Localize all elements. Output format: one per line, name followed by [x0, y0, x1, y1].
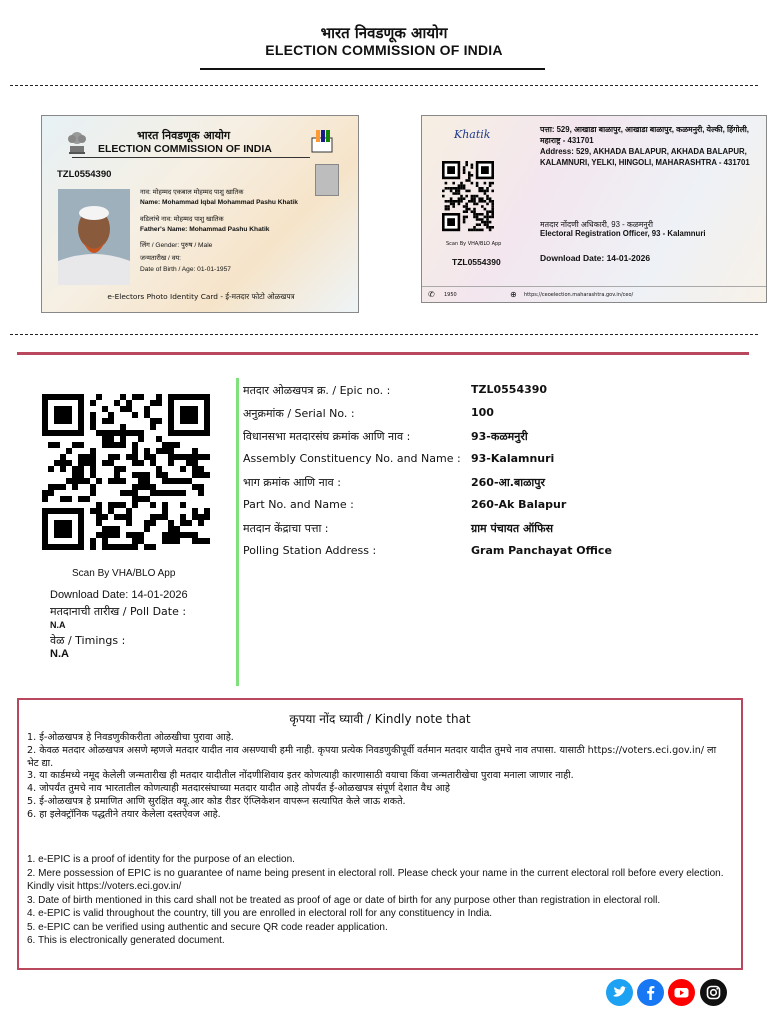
- note-en-1: 1. e-EPIC is a proof of identity for the purpose of an election.: [27, 854, 295, 865]
- phone-icon: ✆: [428, 290, 435, 299]
- poll-date-value: N.A: [50, 620, 66, 630]
- epic-card-front: [41, 115, 359, 313]
- header-title-hindi: भारत निवडणूक आयोग: [320, 24, 448, 42]
- small-qr-code: [442, 161, 494, 233]
- large-qr-code: [42, 394, 210, 550]
- note-hi-5: 5. ई-ओळखपत्र हे प्रमाणित आणि सुरक्षित क्यू.आर कोड रीडर ऍप्लिकेशन वापरून सत्यापित केले जाऊ शकते.: [27, 795, 406, 807]
- officer-english: Electoral Registration Officer, 93 - Kalamnuri: [540, 229, 706, 238]
- card-epic-number: TZL0554390: [57, 169, 112, 180]
- part-label: Part No. and Name :: [243, 498, 354, 511]
- helpline-number: 1950: [444, 292, 457, 298]
- back-scan-label: Scan By VHA/BLO App: [446, 241, 502, 247]
- ghost-photo: [315, 164, 339, 196]
- poll-date-label: मतदानाची तारीख / Poll Date :: [50, 605, 187, 618]
- youtube-icon[interactable]: [668, 979, 695, 1006]
- assembly-label: Assembly Constituency No. and Name :: [243, 452, 461, 465]
- part-value: 260-Ak Balapur: [471, 498, 567, 511]
- signature: Khatik: [454, 128, 491, 141]
- scan-label: Scan By VHA/BLO App: [72, 568, 176, 579]
- back-footer: [422, 286, 767, 303]
- facebook-icon[interactable]: [637, 979, 664, 1006]
- dashed-divider-top: [10, 85, 758, 86]
- header-title-english: ELECTION COMMISSION OF INDIA: [265, 42, 503, 58]
- back-epic-number: TZL0554390: [452, 257, 501, 267]
- card-title-underline: [72, 157, 310, 158]
- polling-address-value-hindi: ग्राम पंचायत ऑफिस: [471, 522, 554, 535]
- note-en-3: 3. Date of birth mentioned in this card shall not be treated as proof of age or date of birth for any purpose other than registration in electoral roll.: [27, 894, 661, 906]
- card-title-hindi: भारत निवडणूक आयोग: [137, 129, 231, 142]
- notes-hindi-list: [27, 732, 727, 822]
- note-hi-2: 2. केवळ मतदार ओळखपत्र असणे म्हणजे मतदार यादीत नाव असण्याची हमी नाही. कृपया प्रत्येक निवडणुकीपूर्वी वर्तमान मतदार यादीत तुमचे नाव तपासा. यासाठी https://voters.eci.gov.in/ ला भेट द्या.: [27, 744, 717, 769]
- note-hi-1: 1. ई-ओळखपत्र हे निवडणुकीकरीता ओळखीचा पुरावा आहे.: [27, 732, 234, 743]
- assembly-label-hindi: विधानसभा मतदारसंघ क्रमांक आणि नाव :: [243, 430, 411, 443]
- address-block: [540, 124, 750, 168]
- note-hi-4: 4. जोपर्यंत तुमचे नाव भारतातील कोणत्याही मतदारसंघाच्या मतदार यादीत आहे तोपर्यंत ई-ओळखपत्र संपूर्ण देशात वैध आहे: [27, 783, 450, 795]
- card-title-english: ELECTION COMMISSION OF INDIA: [98, 143, 272, 155]
- note-en-6: 6. This is electronically generated document.: [27, 935, 225, 946]
- assembly-value: 93-Kalamnuri: [471, 452, 555, 465]
- website-link[interactable]: https://ceoelection.maharashtra.gov.in/ceo/: [524, 292, 634, 298]
- part-value-hindi: 260-आ.बाळापुर: [471, 476, 546, 489]
- epic-card-back: [421, 115, 768, 303]
- dob-hindi: जन्मतारीख / वय:: [140, 255, 182, 262]
- father-name-hindi: वडिलांचे नाव: मोहम्मद पाशु खातिक: [140, 216, 224, 223]
- officer-block: [540, 220, 740, 238]
- note-en-4: 4. e-EPIC is valid throughout the country, till you are enrolled in electoral roll for any constituency in India.: [27, 908, 493, 919]
- polling-address-label-hindi: मतदान केंद्राचा पत्ता :: [243, 522, 329, 535]
- name-hindi: नाव: मोहम्मद एकबाल मोहम्मद पाशु खातिक: [140, 189, 244, 196]
- epic-no-label: मतदार ओळखपत्र क्र. / Epic no. :: [243, 384, 391, 397]
- polling-address-value: Gram Panchayat Office: [471, 544, 612, 557]
- father-name-english: Father's Name: Mohammad Pashu Khatik: [140, 226, 270, 233]
- address-english: Address: 529, AKHADA BALAPUR, AKHADA BALAPUR, KALAMNURI, YELKI, HINGOLI, MAHARASHTRA - 431701: [540, 147, 750, 167]
- instagram-icon[interactable]: [700, 979, 727, 1006]
- assembly-value-hindi: 93-कळमनुरी: [471, 430, 528, 443]
- green-divider: [236, 378, 239, 686]
- note-hi-6: 6. हा इलेक्ट्रॉनिक पद्धतीने तयार केलेला दस्तऐवज आहे.: [27, 808, 221, 820]
- part-label-hindi: भाग क्रमांक आणि नाव :: [243, 476, 341, 489]
- header-underline: [200, 68, 545, 70]
- notes-title: कृपया नोंद घ्यावी / Kindly note that: [289, 712, 471, 726]
- globe-icon: ⊕: [510, 290, 517, 299]
- national-emblem-icon: [67, 126, 87, 156]
- name-english: Name: Mohammad Iqbal Mohammad Pashu Khatik: [140, 199, 298, 206]
- ballot-logo-icon: [310, 128, 338, 154]
- note-hi-3: 3. या कार्डमध्ये नमूद केलेली जन्मतारीख ही मतदार यादीतील नोंदणीशिवाय इतर कोणत्याही कारणासाठी वयाचा किंवा जन्मतारीखेचा पुरावा मनाला जाणार नाही.: [27, 770, 574, 782]
- notes-english-list: [27, 853, 733, 948]
- dob-english: Date of Birth / Age: 01-01-1957: [140, 266, 231, 273]
- voter-photo: [58, 189, 130, 285]
- timings-value: N.A: [50, 648, 69, 660]
- address-hindi: पत्ता: 529, आखाडा बाळापुर, आखाडा बाळापुर, कळमनुरी, येल्की, हिंगोली, महाराष्ट्र - 431701: [540, 125, 749, 145]
- page-header: [0, 24, 768, 59]
- download-date: Download Date: 14-01-2026: [50, 589, 188, 601]
- officer-hindi: मतदार नोंदणी अधिकारी, 93 - कळमनुरी: [540, 220, 653, 229]
- polling-address-label: Polling Station Address :: [243, 544, 377, 557]
- twitter-icon[interactable]: [606, 979, 633, 1006]
- card-footer-text: e-Electors Photo Identity Card - ई-मतदार फोटो ओळखपत्र: [107, 292, 295, 301]
- section-divider: [17, 352, 749, 355]
- notes-box: [17, 698, 743, 970]
- dashed-divider-bottom: [10, 334, 758, 335]
- serial-no-value: 100: [471, 406, 494, 419]
- note-en-2: 2. Mere possession of EPIC is no guarantee of name being present in electoral roll. Please check your name in the current electoral roll before every election. Kindly visit https://voters.eci.gov.in/: [27, 867, 724, 892]
- timings-label: वेळ / Timings :: [50, 634, 126, 647]
- gender-field: लिंग / Gender: पुरुष / Male: [140, 242, 213, 249]
- serial-no-label: अनुक्रमांक / Serial No. :: [243, 407, 355, 420]
- note-en-5: 5. e-EPIC can be verified using authentic and secure QR code reader application.: [27, 921, 388, 933]
- back-download-date: Download Date: 14-01-2026: [540, 253, 651, 263]
- voter-portrait-icon: [58, 189, 130, 285]
- epic-no-value: TZL0554390: [471, 383, 548, 396]
